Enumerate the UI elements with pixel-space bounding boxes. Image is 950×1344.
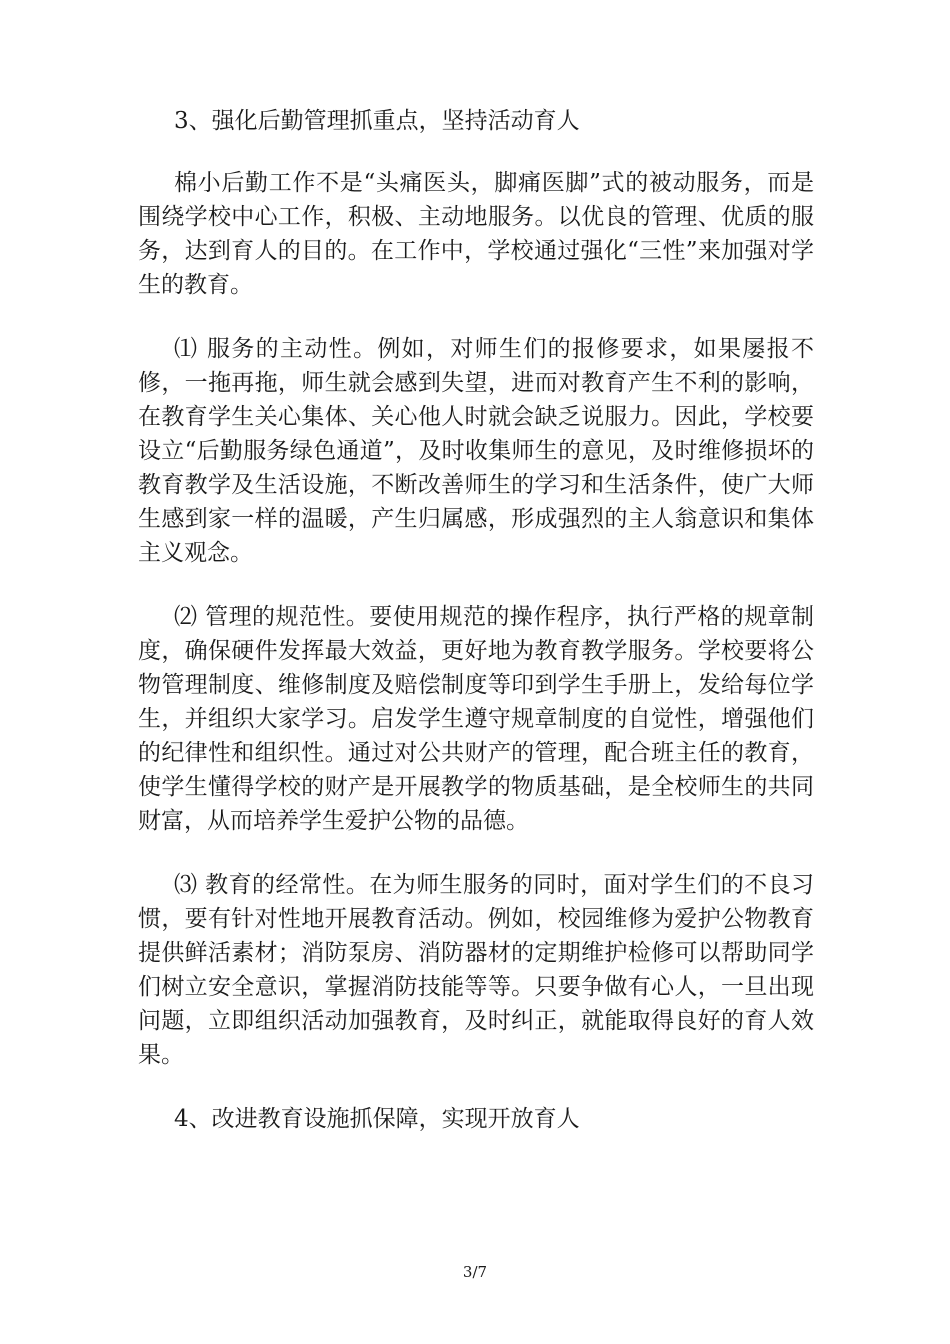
intro-paragraph: 棉小后勤工作不是“头痛医头，脚痛医脚”式的被动服务，而是围绕学校中心工作，积极、主动地服务。以优良的管理、优质的服务，达到育人的目的。在工作中，学校通过强化“三性”来加强对学生的教育。	[138, 170, 814, 298]
section-heading-3: 3、强化后勤管理抓重点，坚持活动育人	[174, 108, 580, 134]
section-heading-4: 4、改进教育设施抓保障，实现开放育人	[174, 1106, 580, 1132]
list-item-service-initiative: ⑴ 服务的主动性。例如，对师生们的报修要求，如果屡报不修，一拖再拖，师生就会感到失望，进而对教育产生不利的影响，在教育学生关心集体、关心他人时就会缺乏说服力。因此，学校要设立“后勤服务绿色通道”，及时收集师生的意见，及时维修损坏的教育教学及生活设施，不断改善师生的学习和生活条件，使广大师生感到家一样的温暖，产生归属感，形成强烈的主人翁意识和集体主义观念。	[138, 336, 814, 566]
list-item-education-regular: ⑶ 教育的经常性。在为师生服务的同时，面对学生们的不良习惯，要有针对性地开展教育活动。例如，校园维修为爱护公物教育提供鲜活素材；消防泵房、消防器材的定期维护检修可以帮助同学们树立安全意识，掌握消防技能等等。只要争做有心人，一旦出现问题，立即组织活动加强教育，及时纠正，就能取得良好的育人效果。	[138, 872, 814, 1068]
list-item-management-standard: ⑵ 管理的规范性。要使用规范的操作程序，执行严格的规章制度，确保硬件发挥最大效益，更好地为教育教学服务。学校要将公物管理制度、维修制度及赔偿制度等印到学生手册上，发给每位学生，并组织大家学习。启发学生遵守规章制度的自觉性，增强他们的纪律性和组织性。通过对公共财产的管理，配合班主任的教育，使学生懂得学校的财产是开展教学的物质基础，是全校师生的共同财富，从而培养学生爱护公物的品德。	[138, 604, 814, 834]
document-body	[138, 104, 814, 1136]
page-number: 3/7	[462, 1263, 488, 1281]
